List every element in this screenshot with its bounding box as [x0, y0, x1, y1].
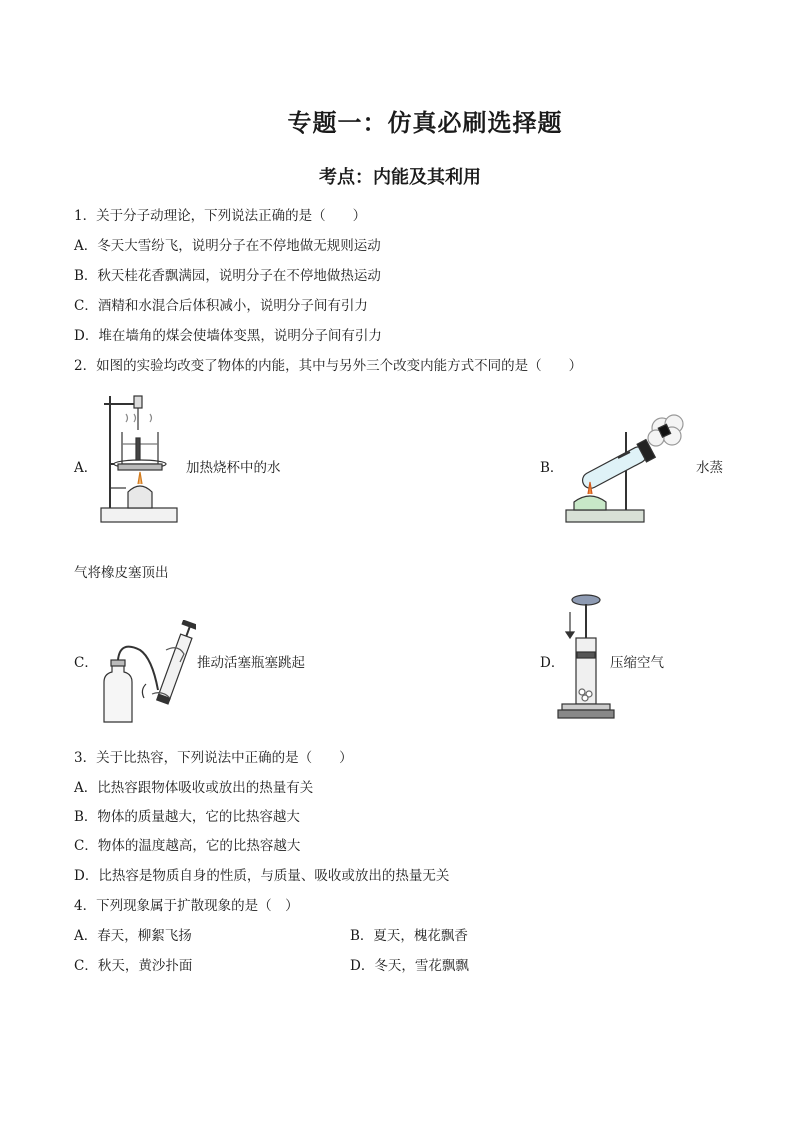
q4-option-a: A．春天，柳絮飞扬: [74, 928, 192, 944]
q4-option-c: C．秋天，黄沙扑面: [74, 958, 193, 974]
steam-stopper-figure: [560, 410, 690, 530]
q2-option-a-label: A．: [74, 460, 98, 476]
q2-option-c-caption: 推动活塞瓶塞跳起: [197, 655, 305, 671]
q2-option-b-label: B．: [540, 460, 564, 476]
q2-option-b-caption-cont: 气将橡皮塞顶出: [74, 565, 169, 581]
page-subtitle: 考点：内能及其利用: [319, 167, 481, 188]
q4-option-d: D．冬天，雪花飘飘: [350, 958, 469, 974]
q2-option-a-caption: 加热烧杯中的水: [186, 460, 281, 476]
pump-bottle-figure: [96, 620, 196, 726]
q3-option-a: A．比热容跟物体吸收或放出的热量有关: [74, 780, 314, 796]
page-title: 专题一：仿真必刷选择题: [287, 108, 563, 137]
air-compression-figure: [556, 592, 616, 722]
q2-option-b-caption: 水蒸: [696, 460, 723, 476]
q1-option-a: A．冬天大雪纷飞，说明分子在不停地做无规则运动: [74, 238, 381, 254]
q2-stem: 2．如图的实验均改变了物体的内能，其中与另外三个改变内能方式不同的是（ ）: [74, 358, 583, 374]
q2-option-d-caption: 压缩空气: [610, 655, 664, 671]
q1-option-d: D．堆在墙角的煤会使墙体变黑，说明分子间有引力: [74, 328, 382, 344]
q3-option-b: B．物体的质量越大，它的比热容越大: [74, 809, 300, 825]
q2-option-c-label: C．: [74, 655, 98, 671]
q1-option-c: C．酒精和水混合后体积减小，说明分子间有引力: [74, 298, 368, 314]
heating-beaker-figure: [98, 392, 180, 530]
q3-option-c: C．物体的温度越高，它的比热容越大: [74, 838, 301, 854]
q1-option-b: B．秋天桂花香飘满园，说明分子在不停地做热运动: [74, 268, 381, 284]
q3-option-d: D．比热容是物质自身的性质，与质量、吸收或放出的热量无关: [74, 868, 450, 884]
q4-stem: 4．下列现象属于扩散现象的是（ ）: [74, 898, 299, 914]
q2-option-d-label: D．: [540, 655, 565, 671]
q3-stem: 3．关于比热容，下列说法中正确的是（ ）: [74, 750, 353, 766]
q1-stem: 1．关于分子动理论，下列说法正确的是（ ）: [74, 208, 367, 224]
q4-option-b: B．夏天，槐花飘香: [350, 928, 468, 944]
